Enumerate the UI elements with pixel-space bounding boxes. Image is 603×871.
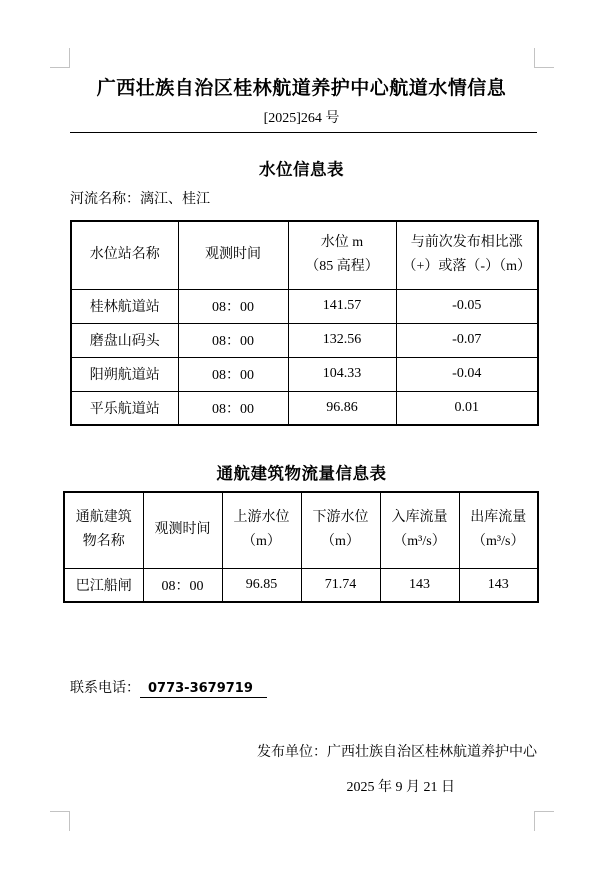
header-line: 水位 m bbox=[320, 235, 364, 251]
cell-inflow: 143 bbox=[380, 568, 459, 602]
table-row bbox=[71, 289, 538, 323]
cell-outflow: 143 bbox=[459, 568, 538, 602]
cell-water-level: 96.86 bbox=[288, 391, 396, 425]
header-line: 出库流量 bbox=[470, 510, 527, 526]
header-line: 上游水位 bbox=[233, 510, 290, 526]
cell-obs-time: 08：00 bbox=[178, 323, 288, 357]
cell-station: 桂林航道站 bbox=[71, 289, 178, 323]
cell-station: 阳朔航道站 bbox=[71, 357, 178, 391]
cell-obs-time: 08：00 bbox=[178, 391, 288, 425]
crop-mark-top-right bbox=[534, 48, 554, 68]
publisher-line: 发布单位：广西壮族自治区桂林航道养护中心 bbox=[257, 745, 537, 760]
header-cell-station bbox=[71, 221, 178, 289]
header-line: 下游水位 bbox=[312, 510, 369, 526]
header-line: （85 高程） bbox=[305, 259, 379, 275]
crop-mark-bottom-left bbox=[50, 811, 70, 831]
crop-mark-bottom-right bbox=[534, 811, 554, 831]
header-cell-water-level bbox=[288, 221, 396, 289]
header-cell-structure bbox=[64, 492, 143, 568]
header-cell-outflow bbox=[459, 492, 538, 568]
table-row bbox=[71, 391, 538, 425]
header-line: （+）或落（-）（m） bbox=[402, 259, 531, 275]
table-row bbox=[64, 568, 538, 602]
header-line: 与前次发布相比涨 bbox=[410, 235, 523, 251]
header-cell-downstream bbox=[301, 492, 380, 568]
header-divider bbox=[70, 132, 537, 133]
contact-phone: 0773-3679719 bbox=[140, 681, 267, 698]
header-cell-change bbox=[396, 221, 538, 289]
cell-change: -0.07 bbox=[396, 323, 538, 357]
header-cell-obs-time bbox=[178, 221, 288, 289]
crop-mark-top-left bbox=[50, 48, 70, 68]
contact-line bbox=[70, 677, 267, 698]
contact-label: 联系电话： bbox=[70, 681, 140, 696]
table-row bbox=[71, 357, 538, 391]
water-level-header-row bbox=[71, 221, 538, 289]
cell-upstream: 96.85 bbox=[222, 568, 301, 602]
cell-obs-time: 08：00 bbox=[178, 289, 288, 323]
header-line: 入库流量 bbox=[391, 510, 448, 526]
cell-change: 0.01 bbox=[396, 391, 538, 425]
cell-obs-time: 08：00 bbox=[143, 568, 222, 602]
cell-water-level: 104.33 bbox=[288, 357, 396, 391]
header-cell-upstream bbox=[222, 492, 301, 568]
header-cell-obs-time bbox=[143, 492, 222, 568]
cell-obs-time: 08：00 bbox=[178, 357, 288, 391]
publish-date: 2025 年 9 月 21 日 bbox=[346, 780, 455, 795]
cell-downstream: 71.74 bbox=[301, 568, 380, 602]
table-row bbox=[71, 323, 538, 357]
cell-change: -0.05 bbox=[396, 289, 538, 323]
header-line: 观测时间 bbox=[205, 247, 261, 263]
flow-header-row bbox=[64, 492, 538, 568]
header-line: 通航建筑 bbox=[75, 510, 132, 526]
document-number: [2025]264 号 bbox=[263, 111, 340, 126]
header-cell-inflow bbox=[380, 492, 459, 568]
header-line: 观测时间 bbox=[154, 522, 211, 538]
river-name-label: 河流名称：漓江、桂江 bbox=[70, 192, 210, 207]
header-line: （m³/s） bbox=[472, 534, 525, 550]
cell-water-level: 132.56 bbox=[288, 323, 396, 357]
header-line: （m） bbox=[242, 534, 281, 550]
cell-station: 磨盘山码头 bbox=[71, 323, 178, 357]
cell-change: -0.04 bbox=[396, 357, 538, 391]
header-line: （m） bbox=[321, 534, 360, 550]
flow-table-title: 通航建筑物流量信息表 bbox=[216, 464, 387, 483]
header-line: 水位站名称 bbox=[89, 247, 160, 263]
cell-structure: 巴江船闸 bbox=[64, 568, 143, 602]
document-title: 广西壮族自治区桂林航道养护中心航道水情信息 bbox=[96, 78, 507, 99]
header-line: 物名称 bbox=[82, 534, 125, 550]
header-line: （m³/s） bbox=[393, 534, 446, 550]
water-level-table bbox=[70, 220, 539, 426]
flow-table bbox=[63, 491, 539, 603]
cell-station: 平乐航道站 bbox=[71, 391, 178, 425]
cell-water-level: 141.57 bbox=[288, 289, 396, 323]
water-level-table-title: 水位信息表 bbox=[259, 160, 344, 179]
